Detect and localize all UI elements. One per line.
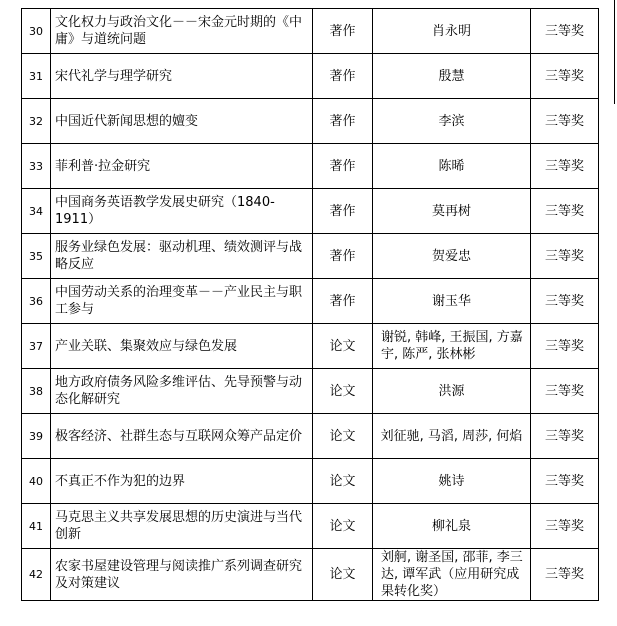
prize-level: 三等奖	[531, 99, 599, 144]
prize-level: 三等奖	[531, 189, 599, 234]
author-names: 殷慧	[373, 54, 531, 99]
table-row	[22, 9, 599, 54]
table-row	[22, 369, 599, 414]
work-type: 著作	[313, 189, 373, 234]
work-title: 中国劳动关系的治理变革－－产业民主与职工参与	[51, 279, 313, 324]
author-names: 姚诗	[373, 459, 531, 504]
prize-level: 三等奖	[531, 504, 599, 549]
scroll-edge-line	[614, 0, 615, 104]
author-names: 谢锐, 韩峰, 王振国, 方嘉宇, 陈严, 张林彬	[373, 324, 531, 369]
table-row	[22, 459, 599, 504]
row-number: 31	[22, 54, 51, 99]
table-row	[22, 54, 599, 99]
row-number: 37	[22, 324, 51, 369]
author-names: 莫再树	[373, 189, 531, 234]
row-number: 41	[22, 504, 51, 549]
row-number: 34	[22, 189, 51, 234]
row-number: 36	[22, 279, 51, 324]
work-type: 著作	[313, 9, 373, 54]
prize-level: 三等奖	[531, 54, 599, 99]
work-title: 马克思主义共享发展思想的历史演进与当代创新	[51, 504, 313, 549]
table-row	[22, 549, 599, 601]
work-type: 著作	[313, 99, 373, 144]
row-number: 39	[22, 414, 51, 459]
author-names: 李滨	[373, 99, 531, 144]
work-title: 地方政府债务风险多维评估、先导预警与动态化解研究	[51, 369, 313, 414]
work-title: 农家书屋建设管理与阅读推广系列调查研究及对策建议	[51, 549, 313, 601]
work-type: 著作	[313, 144, 373, 189]
author-names: 贺爱忠	[373, 234, 531, 279]
prize-level: 三等奖	[531, 234, 599, 279]
work-title: 中国商务英语教学发展史研究（1840-1911）	[51, 189, 313, 234]
table-row	[22, 99, 599, 144]
work-type: 著作	[313, 234, 373, 279]
row-number: 42	[22, 549, 51, 601]
row-number: 33	[22, 144, 51, 189]
author-names: 谢玉华	[373, 279, 531, 324]
work-title: 中国近代新闻思想的嬗变	[51, 99, 313, 144]
work-title: 产业关联、集聚效应与绿色发展	[51, 324, 313, 369]
work-title: 不真正不作为犯的边界	[51, 459, 313, 504]
row-number: 40	[22, 459, 51, 504]
row-number: 35	[22, 234, 51, 279]
author-names: 洪源	[373, 369, 531, 414]
work-type: 论文	[313, 414, 373, 459]
work-title: 服务业绿色发展：驱动机理、绩效测评与战略反应	[51, 234, 313, 279]
author-names: 柳礼泉	[373, 504, 531, 549]
prize-level: 三等奖	[531, 324, 599, 369]
work-type: 论文	[313, 549, 373, 601]
awards-table	[21, 8, 599, 601]
table-row	[22, 144, 599, 189]
row-number: 32	[22, 99, 51, 144]
work-type: 论文	[313, 324, 373, 369]
prize-level: 三等奖	[531, 9, 599, 54]
prize-level: 三等奖	[531, 279, 599, 324]
work-title: 极客经济、社群生态与互联网众筹产品定价	[51, 414, 313, 459]
author-names: 陈晞	[373, 144, 531, 189]
table-row	[22, 504, 599, 549]
work-type: 著作	[313, 54, 373, 99]
work-title: 文化权力与政治文化－－宋金元时期的《中庸》与道统问题	[51, 9, 313, 54]
prize-level: 三等奖	[531, 459, 599, 504]
table-row	[22, 279, 599, 324]
prize-level: 三等奖	[531, 369, 599, 414]
work-type: 著作	[313, 279, 373, 324]
table-row	[22, 189, 599, 234]
work-title: 菲利普·拉金研究	[51, 144, 313, 189]
table-row	[22, 324, 599, 369]
work-type: 论文	[313, 369, 373, 414]
prize-level: 三等奖	[531, 549, 599, 601]
table-row	[22, 234, 599, 279]
work-type: 论文	[313, 504, 373, 549]
prize-level: 三等奖	[531, 144, 599, 189]
work-type: 论文	[313, 459, 373, 504]
row-number: 30	[22, 9, 51, 54]
table-row	[22, 414, 599, 459]
author-names: 刘舸, 谢圣国, 邵菲, 李三达, 谭军武（应用研究成果转化奖）	[373, 549, 531, 601]
author-names: 刘征驰, 马滔, 周莎, 何焰	[373, 414, 531, 459]
prize-level: 三等奖	[531, 414, 599, 459]
author-names: 肖永明	[373, 9, 531, 54]
row-number: 38	[22, 369, 51, 414]
work-title: 宋代礼学与理学研究	[51, 54, 313, 99]
